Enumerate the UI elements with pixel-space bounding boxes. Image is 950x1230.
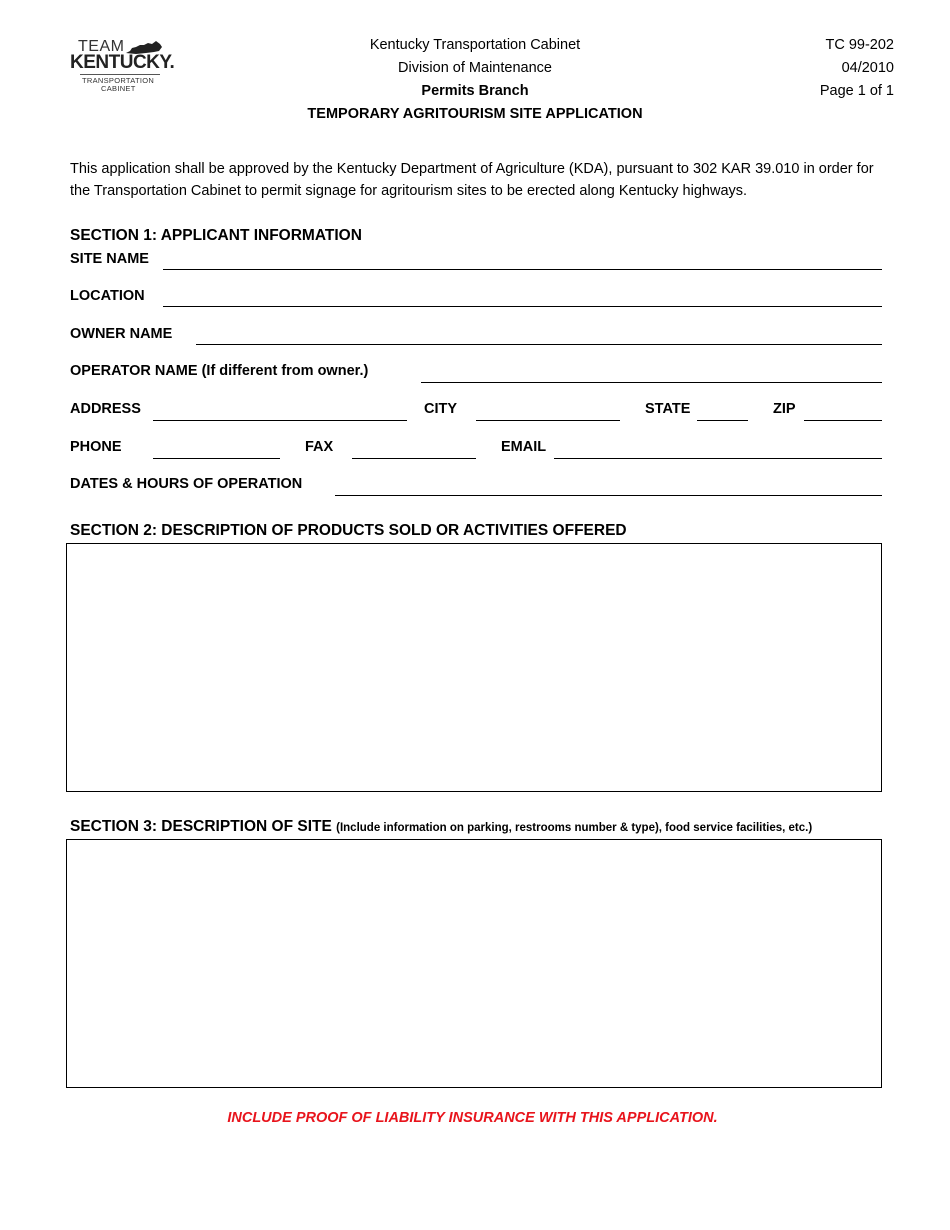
email-field[interactable] xyxy=(554,458,882,459)
form-number: TC 99-202 xyxy=(825,37,894,53)
form-header xyxy=(280,34,670,126)
section3-note: (Include information on parking, restrooms number & type), food service facilities, etc.) xyxy=(336,822,813,834)
location-field[interactable] xyxy=(163,306,882,307)
city-field[interactable] xyxy=(476,420,620,421)
email-label: EMAIL xyxy=(501,439,547,455)
zip-label: ZIP xyxy=(773,401,796,417)
logo-team-text: TEAM xyxy=(78,38,125,55)
operator-name-field[interactable] xyxy=(421,382,882,383)
section2-title: SECTION 2: DESCRIPTION OF PRODUCTS SOLD OR ACTIVITIES OFFERED xyxy=(70,522,627,539)
logo-transportation-text: TRANSPORTATION xyxy=(82,76,155,85)
products-activities-textarea[interactable] xyxy=(66,543,882,792)
city-label: CITY xyxy=(424,401,458,417)
site-name-label: SITE NAME xyxy=(70,251,149,267)
fax-field[interactable] xyxy=(352,458,476,459)
owner-name-label: OWNER NAME xyxy=(70,326,173,342)
form-meta xyxy=(820,34,894,103)
phone-label: PHONE xyxy=(70,439,122,455)
operator-name-label: OPERATOR NAME (If different from owner.) xyxy=(70,363,369,379)
logo-divider xyxy=(80,74,160,75)
fax-label: FAX xyxy=(305,439,334,455)
site-description-textarea[interactable] xyxy=(66,839,882,1088)
address-field[interactable] xyxy=(153,420,407,421)
branch-name: Permits Branch xyxy=(421,83,529,99)
phone-field[interactable] xyxy=(153,458,280,459)
form-title: TEMPORARY AGRITOURISM SITE APPLICATION xyxy=(307,106,643,122)
section3-title-text: SECTION 3: DESCRIPTION OF SITE xyxy=(70,818,332,835)
dates-hours-label: DATES & HOURS OF OPERATION xyxy=(70,476,303,492)
dates-hours-field[interactable] xyxy=(335,495,882,496)
insurance-notice: INCLUDE PROOF OF LIABILITY INSURANCE WITH THIS APPLICATION. xyxy=(227,1110,718,1126)
address-label: ADDRESS xyxy=(70,401,141,417)
section1-title: SECTION 1: APPLICANT INFORMATION xyxy=(70,227,362,244)
state-label: STATE xyxy=(645,401,691,417)
agency-name: Kentucky Transportation Cabinet xyxy=(369,37,581,53)
form-date: 04/2010 xyxy=(841,60,894,76)
owner-name-field[interactable] xyxy=(196,344,882,345)
logo-kentucky-text: KENTUCKY. xyxy=(70,52,175,73)
location-label: LOCATION xyxy=(70,288,145,304)
division-name: Division of Maintenance xyxy=(398,60,552,76)
state-field[interactable] xyxy=(697,420,748,421)
zip-field[interactable] xyxy=(804,420,882,421)
section3-title xyxy=(70,818,812,836)
page-indicator: Page 1 of 1 xyxy=(819,83,894,99)
logo-cabinet-text: CABINET xyxy=(101,84,136,93)
team-kentucky-logo xyxy=(70,38,175,94)
intro-paragraph: This application shall be approved by the Kentucky Department of Agriculture (KDA), pursuant to 302 KAR 39.010 in order for the Transportation Cabinet to permit signage for agritourism sites to be erected along Kentucky highways. xyxy=(70,161,874,199)
site-name-field[interactable] xyxy=(163,269,882,270)
